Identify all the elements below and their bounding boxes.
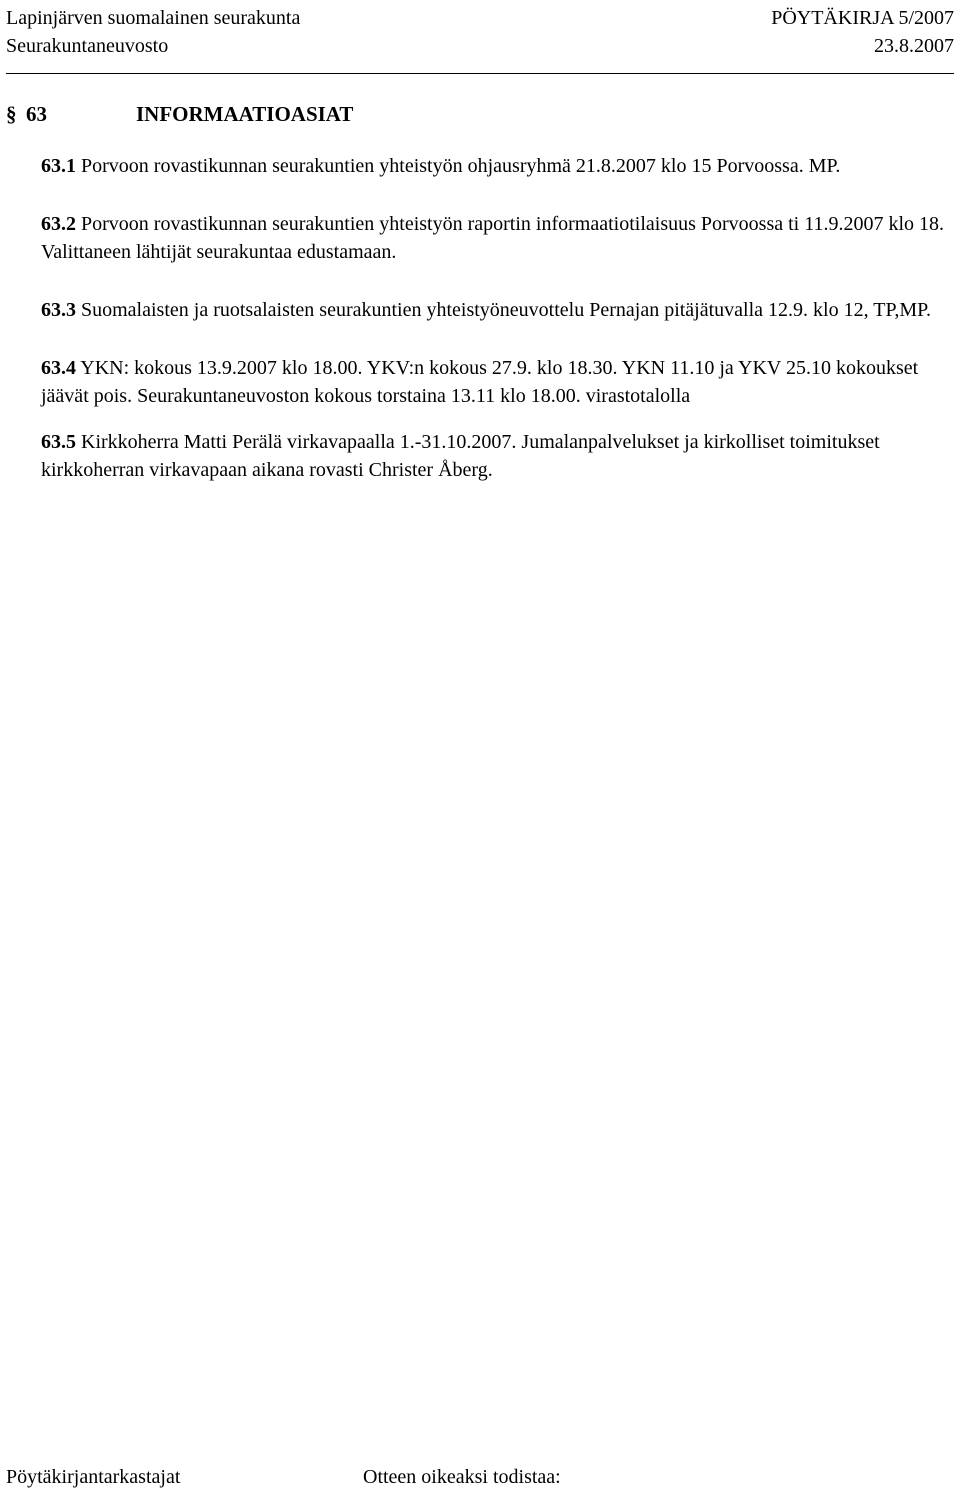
item-text: Suomalaisten ja ruotsalaisten seurakuntien yhteistyöneuvottelu Pernajan pitäjätuvalla 12.9. klo 12, TP,MP.	[81, 299, 932, 321]
item-number: 63.5	[41, 431, 76, 453]
footer-reviewers-label: Pöytäkirjantarkastajat	[6, 1466, 181, 1488]
item-number: 63.2	[41, 213, 76, 235]
item-number: 63.3	[41, 299, 76, 321]
section-heading	[6, 98, 353, 130]
list-item	[41, 354, 946, 410]
header-date: 23.8.2007	[874, 35, 954, 57]
header-organization: Lapinjärven suomalainen seurakunta	[6, 7, 301, 29]
page-header	[0, 0, 960, 80]
header-divider	[6, 73, 954, 74]
header-document-label: PÖYTÄKIRJA 5/2007	[771, 7, 954, 29]
header-body: Seurakuntaneuvosto	[6, 35, 169, 57]
section-number: 63	[26, 102, 47, 126]
list-item	[41, 210, 946, 266]
footer-certification-label: Otteen oikeaksi todistaa:	[363, 1466, 561, 1488]
list-item	[41, 296, 946, 324]
item-text: Porvoon rovastikunnan seurakuntien yhteistyön raportin informaatiotilaisuus Porvoossa ti 11.9.2007 klo 18. Valittaneen lähtijät seurakuntaa edustamaan.	[41, 213, 945, 263]
list-item	[41, 152, 946, 180]
section-mark: §	[6, 102, 17, 126]
item-text: Porvoon rovastikunnan seurakuntien yhteistyön ohjausryhmä 21.8.2007 klo 15 Porvoossa. MP.	[81, 155, 841, 177]
section-title: INFORMAATIOASIAT	[136, 102, 354, 126]
item-number: 63.4	[41, 357, 76, 379]
item-number: 63.1	[41, 155, 76, 177]
list-item	[41, 428, 946, 484]
item-text: YKN: kokous 13.9.2007 klo 18.00. YKV:n kokous 27.9. klo 18.30. YKN 11.10 ja YKV 25.10 kokoukset jäävät pois. Seurakuntaneuvoston kokous torstaina 13.11 klo 18.00. virastotalolla	[41, 357, 919, 407]
item-text: Kirkkoherra Matti Perälä virkavapaalla 1.-31.10.2007. Jumalanpalvelukset ja kirkolliset toimitukset kirkkoherran virkavapaan aikana rovasti Christer Åberg.	[41, 431, 880, 481]
page-footer	[0, 1465, 960, 1493]
information-items	[41, 152, 946, 514]
